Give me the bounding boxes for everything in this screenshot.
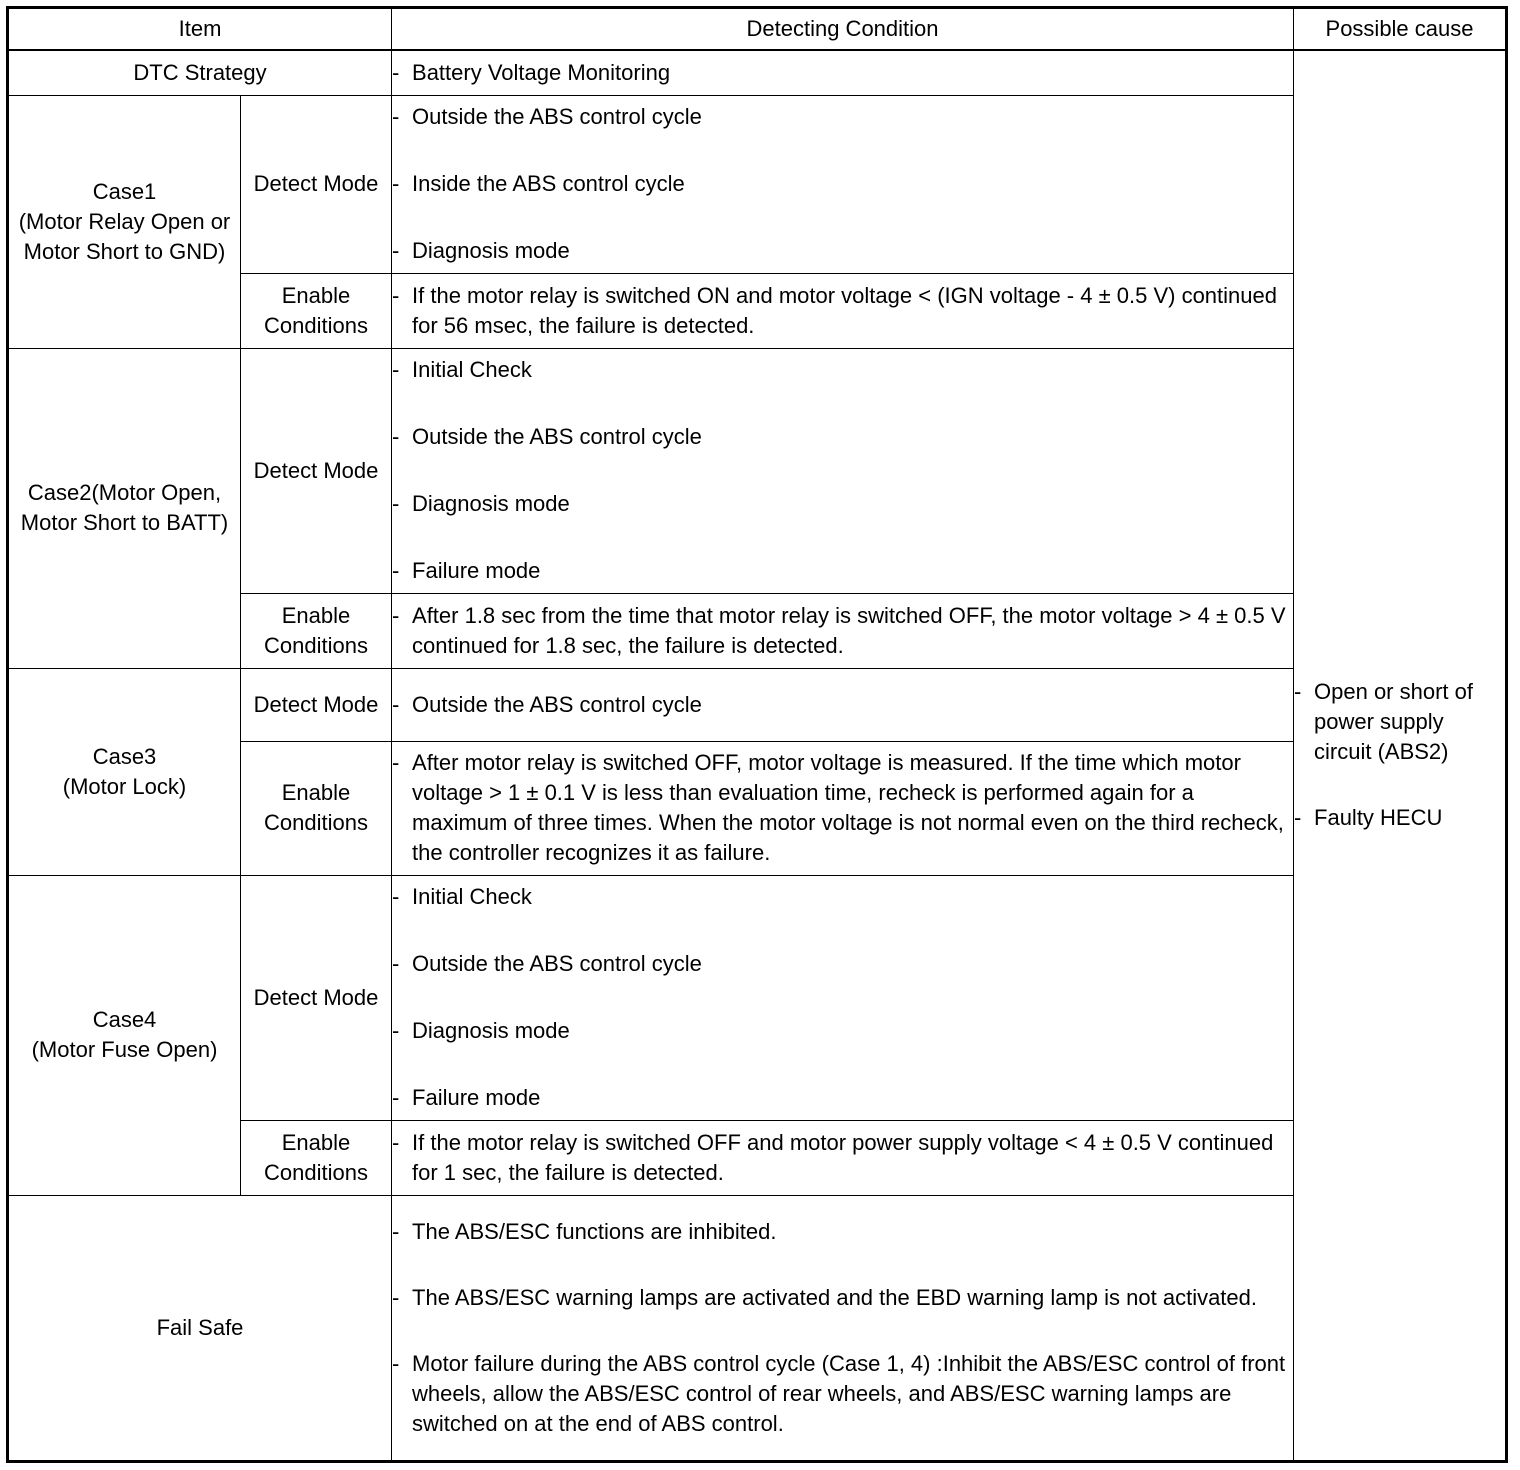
case2-enable-text-cell <box>392 593 1294 668</box>
enable-condition-text: - After 1.8 sec from the time that motor relay is switched OFF, the motor voltage > 4 ± 0.5 V continued for 1.8 sec, the failure is detected. <box>392 601 1293 661</box>
fail-safe-label: Fail Safe <box>8 1195 392 1461</box>
case2-detect-row <box>8 348 1507 593</box>
fail-safe-items <box>392 1195 1294 1461</box>
condition-item: - Initial Check <box>392 355 1293 385</box>
case4-detect-label: Detect Mode <box>241 875 392 1120</box>
case1-enable-label: Enable Conditions <box>241 273 392 348</box>
condition-item: - Outside the ABS control cycle <box>392 690 1293 720</box>
enable-condition-text: - If the motor relay is switched ON and motor voltage < (IGN voltage - 4 ± 0.5 V) continued for 56 msec, the failure is detected. <box>392 281 1293 341</box>
condition-item: - Diagnosis mode <box>392 1016 1293 1046</box>
case1-detect-label: Detect Mode <box>241 95 392 273</box>
case1-detect-row <box>8 95 1507 273</box>
condition-item: - Failure mode <box>392 556 1293 586</box>
dtc-strategy-condition <box>392 50 1294 95</box>
condition-item: - Outside the ABS control cycle <box>392 422 1293 452</box>
case1-detect-items <box>392 95 1294 273</box>
case3-label: Case3 (Motor Lock) <box>8 668 241 875</box>
dtc-table <box>6 6 1508 1463</box>
case3-detect-label: Detect Mode <box>241 668 392 741</box>
condition-item: - Diagnosis mode <box>392 489 1293 519</box>
case4-enable-text-cell <box>392 1120 1294 1195</box>
fail-safe-row <box>8 1195 1507 1461</box>
case4-label: Case4 (Motor Fuse Open) <box>8 875 241 1195</box>
case1-label: Case1 (Motor Relay Open or Motor Short to GND) <box>8 95 241 348</box>
condition-item: - Diagnosis mode <box>392 236 1293 266</box>
header-item: Item <box>8 8 392 51</box>
case4-enable-label: Enable Conditions <box>241 1120 392 1195</box>
possible-cause-cell <box>1294 50 1507 1461</box>
case3-enable-text-cell <box>392 741 1294 875</box>
condition-item: - Initial Check <box>392 882 1293 912</box>
case3-detect-row <box>8 668 1507 741</box>
fail-safe-item: - The ABS/ESC warning lamps are activated and the EBD warning lamp is not activated. <box>392 1283 1293 1313</box>
possible-cause-item: - Faulty HECU <box>1294 803 1505 833</box>
header-row <box>8 8 1507 51</box>
possible-cause-item: - Open or short of power supply circuit (ABS2) <box>1294 677 1505 767</box>
enable-condition-text: - After motor relay is switched OFF, motor voltage is measured. If the time which motor voltage > 1 ± 0.1 V is less than evaluation time, recheck is performed again for a maximum of three times. When the motor voltage is not normal even on the third recheck, the controller recognizes it as failure. <box>392 748 1293 868</box>
case1-enable-text-cell <box>392 273 1294 348</box>
dtc-strategy-label: DTC Strategy <box>8 50 392 95</box>
enable-condition-text: - If the motor relay is switched OFF and motor power supply voltage < 4 ± 0.5 V continued for 1 sec, the failure is detected. <box>392 1128 1293 1188</box>
case4-detect-items <box>392 875 1294 1120</box>
case2-detect-label: Detect Mode <box>241 348 392 593</box>
case2-enable-label: Enable Conditions <box>241 593 392 668</box>
dtc-strategy-condition-text: - Battery Voltage Monitoring <box>392 58 1293 88</box>
case4-detect-row <box>8 875 1507 1120</box>
condition-item: - Outside the ABS control cycle <box>392 102 1293 132</box>
case3-enable-label: Enable Conditions <box>241 741 392 875</box>
dtc-strategy-row <box>8 50 1507 95</box>
header-possible-cause: Possible cause <box>1294 8 1507 51</box>
condition-item: - Inside the ABS control cycle <box>392 169 1293 199</box>
condition-item: - Outside the ABS control cycle <box>392 949 1293 979</box>
case2-detect-items <box>392 348 1294 593</box>
header-detecting-condition: Detecting Condition <box>392 8 1294 51</box>
case2-label: Case2(Motor Open, Motor Short to BATT) <box>8 348 241 668</box>
fail-safe-item: - The ABS/ESC functions are inhibited. <box>392 1217 1293 1247</box>
case3-detect-items <box>392 668 1294 741</box>
condition-item: - Failure mode <box>392 1083 1293 1113</box>
fail-safe-item: - Motor failure during the ABS control cycle (Case 1, 4) :Inhibit the ABS/ESC control of front wheels, allow the ABS/ESC control of rear wheels, and ABS/ESC warning lamps are switched on at the end of ABS control. <box>392 1349 1293 1439</box>
